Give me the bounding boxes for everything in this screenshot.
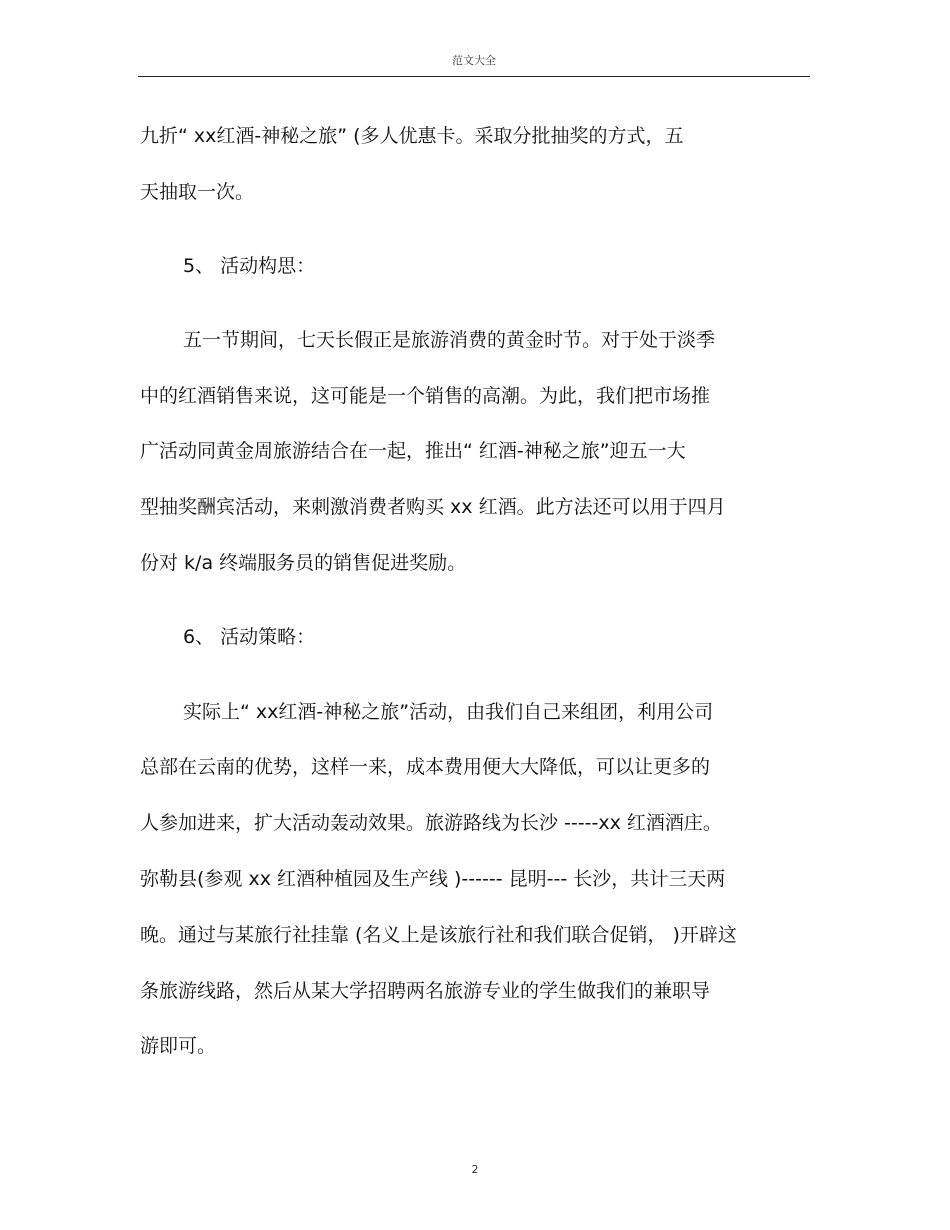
section-heading: 6、 活动策略： <box>183 626 316 648</box>
section-heading: 5、 活动构思： <box>183 255 316 277</box>
paragraph-line: 人参加进来，扩大活动轰动效果。旅游路线为长沙 -----xx 红酒酒庄。 <box>140 812 722 834</box>
paragraph-line: 游即可。 <box>140 1035 217 1057</box>
page-header: 范文大全 <box>452 54 496 67</box>
paragraph-line: 条旅游线路，然后从某大学招聘两名旅游专业的学生做我们的兼职导 <box>140 980 711 1002</box>
paragraph-line: 弥勒县(参观 xx 红酒种植园及生产线 )------ 昆明--- 长沙，共计三天两 <box>140 868 726 890</box>
paragraph-line: 九折“ xx红酒-神秘之旅” (多人优惠卡。采取分批抽奖的方式，五 <box>140 125 684 147</box>
paragraph-line: 总部在云南的优势，这样一来，成本费用便大大降低，可以让更多的 <box>140 756 711 778</box>
paragraph-line: 中的红酒销售来说，这可能是一个销售的高潮。为此，我们把市场推 <box>140 385 711 407</box>
header-divider <box>138 76 810 77</box>
paragraph-line: 晚。通过与某旅行社挂靠 (名义上是该旅行社和我们联合促销， )开辟这 <box>140 924 737 946</box>
paragraph-line: 广活动同黄金周旅游结合在一起，推出“ 红酒-神秘之旅”迎五一大 <box>140 440 686 462</box>
paragraph-line: 型抽奖酬宾活动，来刺激消费者购买 xx 红酒。此方法还可以用于四月 <box>140 496 726 518</box>
paragraph-line: 实际上“ xx红酒-神秘之旅”活动，由我们自己来组团，利用公司 <box>183 701 714 723</box>
page-number: 2 <box>471 1163 479 1176</box>
paragraph-line: 天抽取一次。 <box>140 181 255 203</box>
paragraph-line: 份对 k/a 终端服务员的销售促进奖励。 <box>140 552 467 574</box>
paragraph-line: 五一节期间，七天长假正是旅游消费的黄金时节。对于处于淡季 <box>183 329 716 351</box>
